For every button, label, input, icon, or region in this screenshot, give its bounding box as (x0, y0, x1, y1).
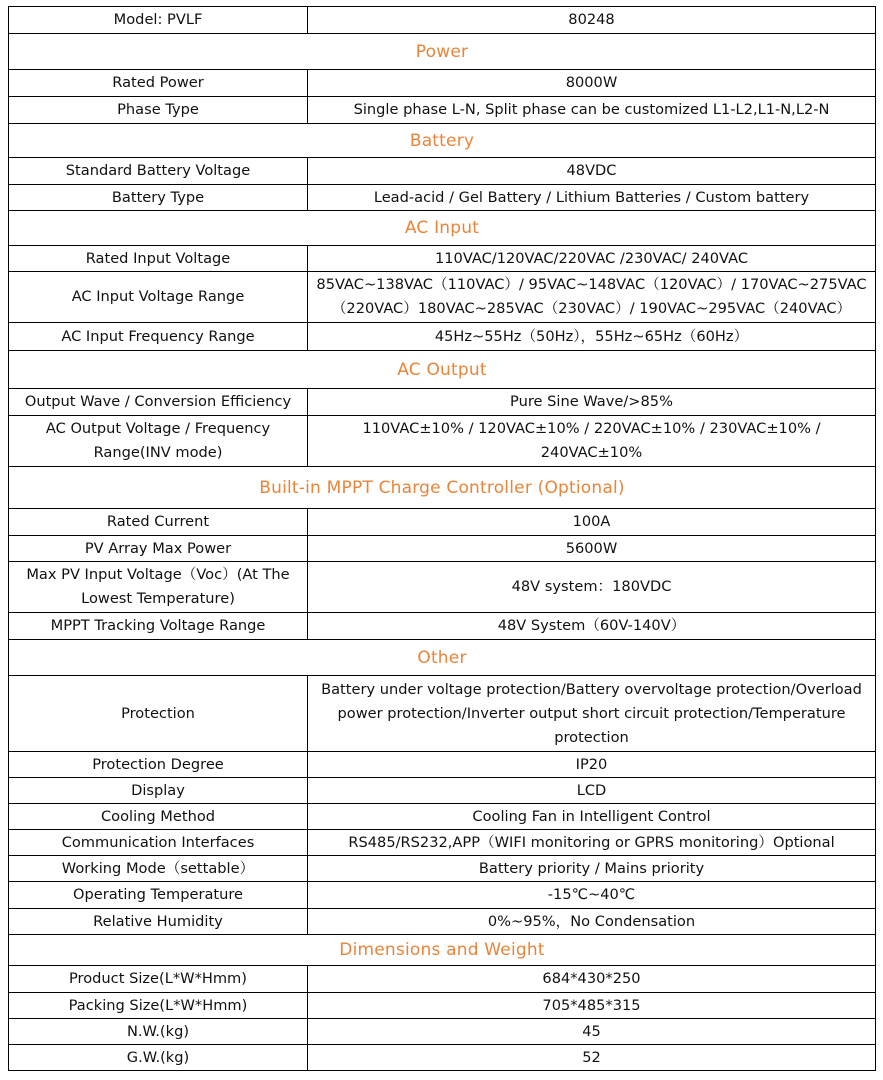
spec-row (9, 993, 876, 1019)
spec-label: PV Array Max Power (9, 536, 308, 562)
spec-value: -15℃~40℃ (308, 882, 876, 909)
spec-value: Single phase L-N, Split phase can be customized L1-L2,L1-N,L2-N (308, 97, 876, 124)
spec-label: Phase Type (9, 97, 308, 124)
spec-label: AC Input Voltage Range (9, 272, 308, 323)
section-title: AC Output (9, 351, 876, 389)
spec-value: 85VAC~138VAC（110VAC）/ 95VAC~148VAC（120VAC）/ 170VAC~275VAC（220VAC）180VAC~285VAC（230VAC）/ 190VAC~295VAC（240VAC） (308, 272, 876, 323)
spec-label: Rated Input Voltage (9, 246, 308, 272)
spec-value: Battery priority / Mains priority (308, 856, 876, 882)
spec-row (9, 272, 876, 323)
spec-row (9, 966, 876, 993)
spec-label: MPPT Tracking Voltage Range (9, 613, 308, 640)
section-header-row (9, 935, 876, 966)
spec-row (9, 882, 876, 909)
spec-row (9, 613, 876, 640)
spec-label: AC Output Voltage / Frequency Range(INV mode) (9, 416, 308, 467)
section-header-row (9, 211, 876, 246)
spec-row (9, 1019, 876, 1045)
spec-value: LCD (308, 778, 876, 804)
spec-value: 5600W (308, 536, 876, 562)
spec-label: Max PV Input Voltage（Voc）(At The Lowest Temperature) (9, 562, 308, 613)
spec-row (9, 389, 876, 416)
spec-value: 45Hz~55Hz（50Hz），55Hz~65Hz（60Hz） (308, 323, 876, 351)
spec-label: Operating Temperature (9, 882, 308, 909)
spec-value: 45 (308, 1019, 876, 1045)
spec-label: Communication Interfaces (9, 830, 308, 856)
spec-value: 100A (308, 509, 876, 536)
spec-label: Rated Power (9, 70, 308, 97)
spec-label: Model: PVLF (9, 7, 308, 34)
spec-row (9, 562, 876, 613)
spec-value: 48VDC (308, 158, 876, 185)
spec-label: Display (9, 778, 308, 804)
spec-row (9, 804, 876, 830)
spec-value: Cooling Fan in Intelligent Control (308, 804, 876, 830)
spec-row (9, 323, 876, 351)
spec-row (9, 185, 876, 211)
spec-row (9, 752, 876, 778)
spec-row (9, 246, 876, 272)
spec-row (9, 676, 876, 752)
section-header-row (9, 640, 876, 676)
spec-value: IP20 (308, 752, 876, 778)
spec-label: Product Size(L*W*Hmm) (9, 966, 308, 993)
spec-label: Packing Size(L*W*Hmm) (9, 993, 308, 1019)
spec-label: N.W.(kg) (9, 1019, 308, 1045)
spec-label: Protection (9, 676, 308, 752)
section-header-row (9, 124, 876, 158)
spec-row (9, 856, 876, 882)
spec-value: 0%~95%，No Condensation (308, 909, 876, 935)
spec-value: 110VAC/120VAC/220VAC /230VAC/ 240VAC (308, 246, 876, 272)
spec-label: G.W.(kg) (9, 1045, 308, 1071)
spec-label: Working Mode（settable） (9, 856, 308, 882)
spec-value: 110VAC±10% / 120VAC±10% / 220VAC±10% / 230VAC±10% / 240VAC±10% (308, 416, 876, 467)
spec-table (8, 6, 876, 1071)
spec-table-body (9, 7, 876, 1071)
spec-value: 52 (308, 1045, 876, 1071)
section-header-row (9, 467, 876, 509)
spec-label: Protection Degree (9, 752, 308, 778)
spec-value: RS485/RS232,APP（WIFI monitoring or GPRS monitoring）Optional (308, 830, 876, 856)
spec-value: 80248 (308, 7, 876, 34)
spec-label: Battery Type (9, 185, 308, 211)
spec-row (9, 509, 876, 536)
section-title: Dimensions and Weight (9, 935, 876, 966)
spec-row (9, 158, 876, 185)
section-title: Built-in MPPT Charge Controller (Optional) (9, 467, 876, 509)
spec-label: Cooling Method (9, 804, 308, 830)
spec-value: 705*485*315 (308, 993, 876, 1019)
spec-value: 48V system：180VDC (308, 562, 876, 613)
section-title: Other (9, 640, 876, 676)
spec-row (9, 778, 876, 804)
spec-label: Rated Current (9, 509, 308, 536)
spec-row (9, 536, 876, 562)
spec-row (9, 97, 876, 124)
spec-value: 48V System（60V-140V） (308, 613, 876, 640)
spec-value: Battery under voltage protection/Battery overvoltage protection/Overload power protection/Inverter output short circuit protection/Temperature protection (308, 676, 876, 752)
spec-row (9, 830, 876, 856)
spec-row (9, 416, 876, 467)
section-title: Power (9, 34, 876, 70)
spec-row (9, 70, 876, 97)
spec-value: 684*430*250 (308, 966, 876, 993)
spec-value: Pure Sine Wave/>85% (308, 389, 876, 416)
section-header-row (9, 351, 876, 389)
spec-label: Output Wave / Conversion Efficiency (9, 389, 308, 416)
section-title: Battery (9, 124, 876, 158)
section-title: AC Input (9, 211, 876, 246)
spec-row (9, 7, 876, 34)
spec-row (9, 909, 876, 935)
spec-value: 8000W (308, 70, 876, 97)
spec-label: AC Input Frequency Range (9, 323, 308, 351)
spec-label: Relative Humidity (9, 909, 308, 935)
spec-label: Standard Battery Voltage (9, 158, 308, 185)
spec-value: Lead-acid / Gel Battery / Lithium Batteries / Custom battery (308, 185, 876, 211)
section-header-row (9, 34, 876, 70)
spec-row (9, 1045, 876, 1071)
